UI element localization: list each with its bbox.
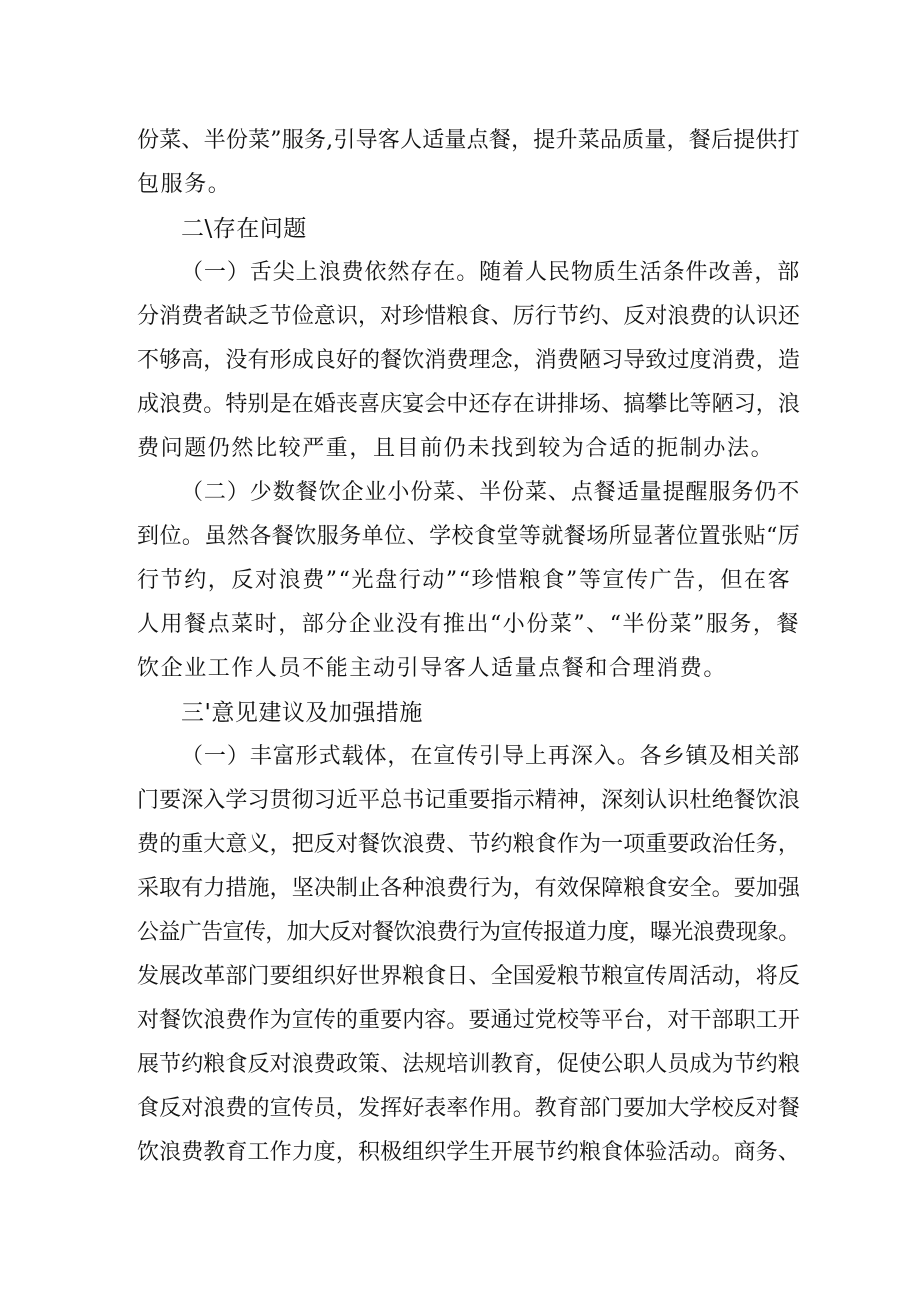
text-line: 发展改革部门要组织好世界粮食日、全国爱粮节粮宣传周活动，将反	[137, 964, 801, 989]
text-line: 份菜、半份菜”服务,引导客人适量点餐，提升菜品质量，餐后提供打	[137, 128, 800, 153]
text-line: 不够高，没有形成良好的餐饮消费理念，消费陋习导致过度消费，造	[137, 348, 801, 373]
text-line: 饮企业工作人员不能主动引导客人适量点餐和合理消费。	[137, 656, 728, 681]
text-line: 行节约，反对浪费”“光盘行动”“珍惜粮食”等宣传广告，但在客	[137, 568, 792, 593]
text-line: 分消费者缺乏节俭意识，对珍惜粮食、厉行节约、反对浪费的认识还	[137, 304, 801, 329]
text-line: 成浪费。特别是在婚丧喜庆宴会中还存在讲排场、搞攀比等陋习，浪	[137, 392, 801, 417]
text-line: 饮浪费教育工作力度，积极组织学生开展节约粮食体验活动。商务、	[137, 1140, 801, 1165]
text-line: （一）丰富形式载体，在宣传引导上再深入。各乡镇及相关部	[181, 744, 801, 769]
text-line: 费问题仍然比较严重，且目前仍未找到较为合适的扼制办法。	[137, 436, 775, 461]
text-line: （二）少数餐饮企业小份菜、半份菜、点餐适量提醒服务仍不	[181, 480, 801, 505]
text-line: 费的重大意义，把反对餐饮浪费、节约粮食作为一项重要政治任务，	[137, 832, 801, 857]
text-line: 人用餐点菜时，部分企业没有推出“小份菜”、“半份菜”服务，餐	[137, 612, 800, 637]
section-heading-suggestions: 三'意见建议及加强措施	[181, 700, 423, 726]
text-line: 采取有力措施，坚决制止各种浪费行为，有效保障粮食安全。要加强	[137, 876, 801, 901]
text-line: 对餐饮浪费作为宣传的重要内容。要通过党校等平台，对干部职工开	[137, 1008, 801, 1033]
text-line: 到位。虽然各餐饮服务单位、学校食堂等就餐场所显著位置张贴“厉	[137, 524, 801, 549]
text-line: 公益广告宣传，加大反对餐饮浪费行为宣传报道力度，曝光浪费现象。	[137, 920, 800, 945]
text-line: 门要深入学习贯彻习近平总书记重要指示精神，深刻认识杜绝餐饮浪	[137, 788, 801, 813]
text-line: 食反对浪费的宣传员，发挥好表率作用。教育部门要加大学校反对餐	[137, 1096, 801, 1121]
text-line: 展节约粮食反对浪费政策、法规培训教育，促使公职人员成为节约粮	[137, 1052, 801, 1077]
text-line: 包服务。	[137, 172, 232, 197]
text-line: （一）舌尖上浪费依然存在。随着人民物质生活条件改善，部	[181, 260, 801, 285]
section-heading-issues: 二\存在问题	[181, 216, 307, 242]
